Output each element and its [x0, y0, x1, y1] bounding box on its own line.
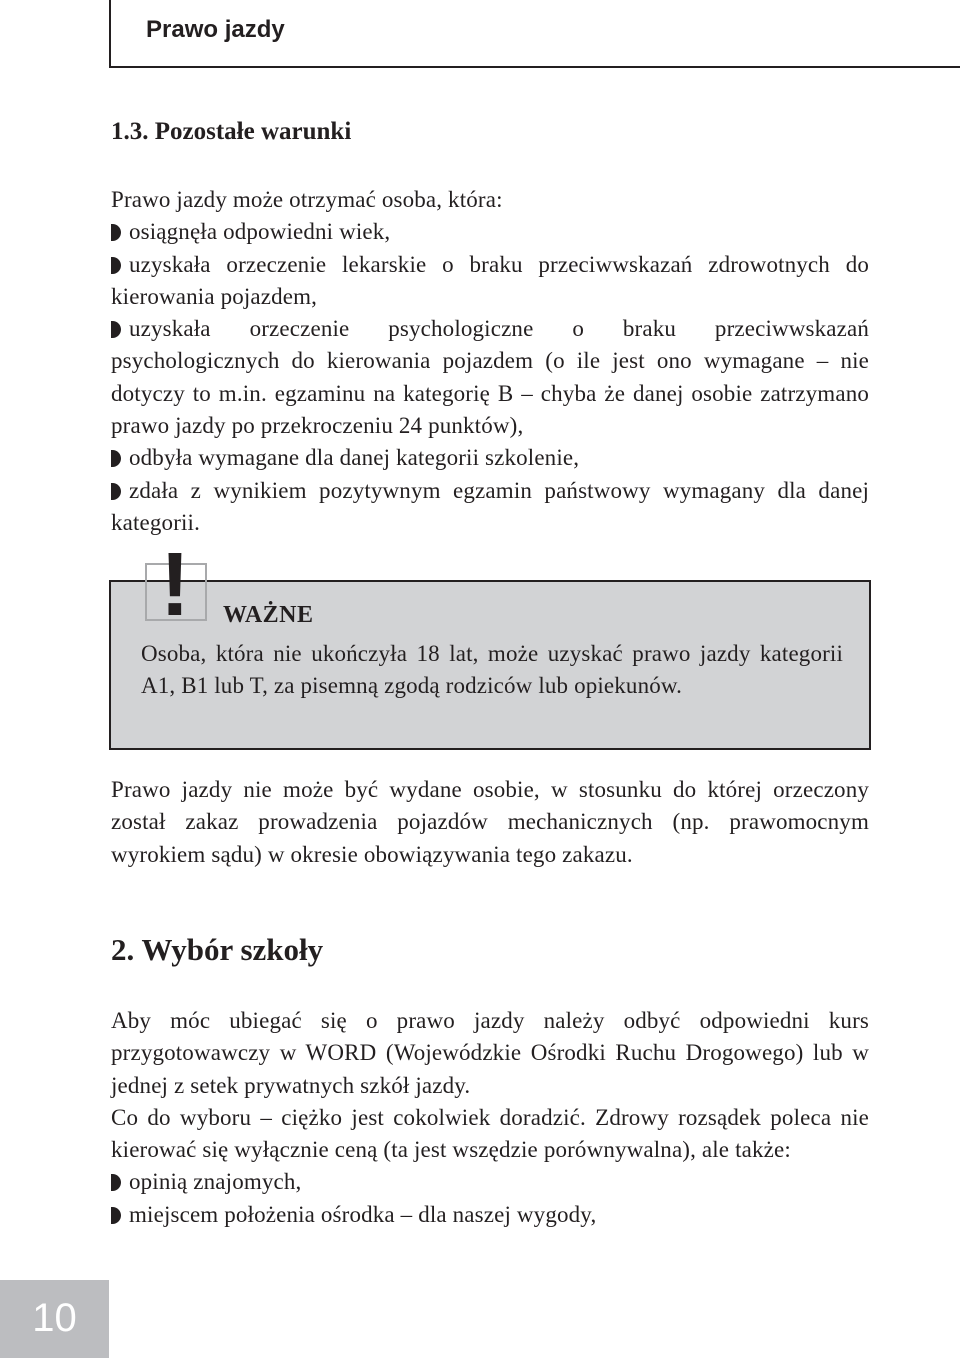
important-note-box: [109, 580, 871, 750]
page-number: 10: [32, 1296, 77, 1340]
school-choice-block: [111, 1005, 869, 1231]
header-horizontal-rule: [109, 66, 960, 68]
condition-item: zdała z wynikiem pozytywnym egzamin państwowy wymagany dla danej kategorii.: [111, 477, 869, 535]
bullet-icon: [111, 483, 121, 500]
bullet-icon: [111, 1207, 121, 1224]
bullet-icon: [111, 224, 121, 241]
school-paragraph-2: Co do wyboru – ciężko jest cokolwiek doradzić. Zdrowy rozsądek poleca nie kierować się wyłącznie ceną (ta jest wszędzie porównywalna), ale także:: [111, 1104, 869, 1163]
criteria-item: miejscem położenia ośrodka – dla naszej wygody,: [111, 1199, 869, 1231]
important-note-text: Osoba, która nie ukończyła 18 lat, może uzyskać prawo jazdy kategorii A1, B1 lub T, za pisemną zgodą rodziców lub opiekunów.: [141, 641, 843, 699]
conditions-block: [111, 184, 869, 539]
bullet-icon: [111, 1174, 121, 1191]
condition-item: uzyskała orzeczenie psychologiczne o braku przeciwwskazań psychologicznych do kierowania pojazdem (o ile jest ono wymagane – nie dotyczy to m.in. egzaminu na kategorię B – chyba że danej osobie zatrzymano prawo jazdy po przekroczeniu 24 punktów),: [111, 316, 869, 439]
exclamation-icon: !: [160, 535, 190, 635]
criteria-item: opinią znajomych,: [111, 1166, 869, 1198]
header-vertical-rule: [109, 0, 111, 68]
condition-item: uzyskała orzeczenie lekarskie o braku przeciwwskazań zdrowotnych do kierowania pojazdem,: [111, 251, 869, 309]
section-heading-2: 2. Wybór szkoły: [111, 932, 324, 967]
school-paragraph-1: Aby móc ubiegać się o prawo jazdy należy odbyć odpowiedni kurs przygotowawczy w WORD (Wojewódzkie Ośrodki Ruchu Drogowego) lub w jednej z setek prywatnych szkół jazdy.: [111, 1008, 869, 1098]
driving-ban-paragraph: Prawo jazdy nie może być wydane osobie, w stosunku do której orzeczony został zakaz prowadzenia pojazdów mechanicznych (np. prawomocnym wyrokiem sądu) w okresie obowiązywania tego zakazu.: [111, 777, 869, 867]
important-note-label: WAŻNE: [223, 602, 314, 628]
condition-item: odbyła wymagane dla danej kategorii szkolenie,: [111, 442, 869, 474]
bullet-icon: [111, 450, 121, 467]
conditions-intro: Prawo jazdy może otrzymać osoba, która:: [111, 187, 503, 212]
bullet-icon: [111, 257, 121, 274]
running-header-title: Prawo jazdy: [146, 16, 285, 43]
section-heading-1-3: 1.3. Pozostałe warunki: [111, 118, 352, 145]
bullet-icon: [111, 321, 121, 338]
condition-item: osiągnęła odpowiedni wiek,: [111, 216, 869, 248]
